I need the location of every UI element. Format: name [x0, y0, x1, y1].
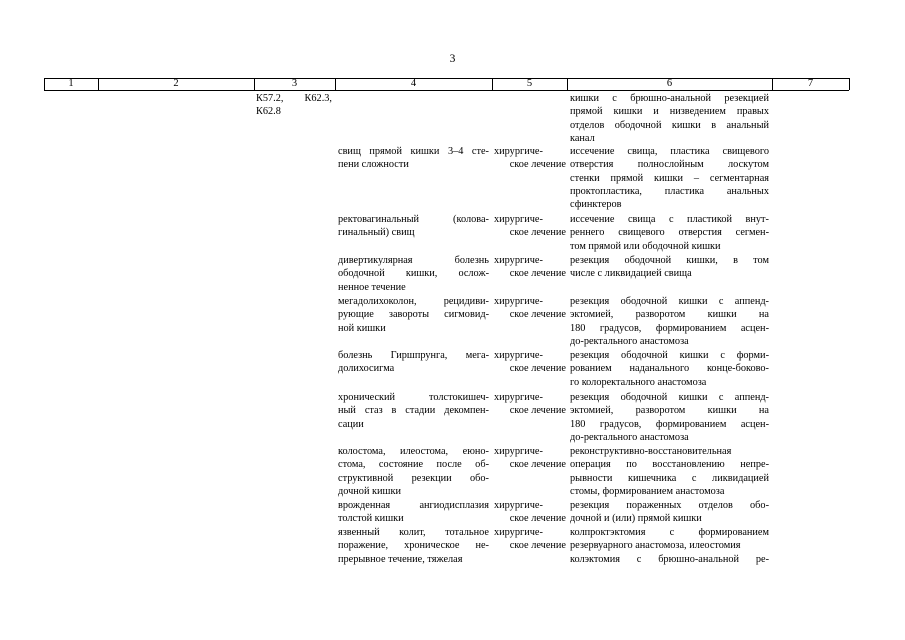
condition-cell: свищ прямой кишки 3–4 сте- пени сложности — [338, 146, 489, 171]
treatment-cell: хирургиче- ское лечение — [494, 350, 566, 375]
method-cell: колпроктэктомия с формированием резервуарного анастомоза, илеостомия колэктомия с брюшно-анальной ре- — [570, 527, 769, 565]
condition-cell: врожденная ангиодисплазия толстой кишки — [338, 500, 489, 525]
condition-cell: колостома, илеостома, еюно- стома, состояние после об- структивной резекции обо- дочной кишки — [338, 446, 489, 497]
method-cell: реконструктивно-восстановительная операция по восстановлению непре- рывности кишечника с ликвидацией стомы, формированием анастомоза — [570, 446, 769, 497]
column-header-7: 7 — [807, 78, 814, 89]
method-cell: резекция ободочной кишки с аппенд- эктомией, разворотом кишки на 180 градусов, формированием асцен- до-ректального анастомоза — [570, 392, 769, 443]
treatment-cell: хирургиче- ское лечение — [494, 527, 566, 552]
treatment-cell: хирургиче- ское лечение — [494, 500, 566, 525]
column-header-3: 3 — [291, 78, 298, 89]
treatment-cell: хирургиче- ское лечение — [494, 392, 566, 417]
condition-cell: язвенный колит, тотальное поражение, хроническое не- прерывное течение, тяжелая — [338, 527, 489, 565]
method-cell: кишки с брюшно-анальной резекцией прямой кишки и низведением правых отделов ободочной кишки в анальный канал — [570, 93, 769, 144]
treatment-cell: хирургиче- ское лечение — [494, 296, 566, 321]
condition-cell: болезнь Гиршпрунга, мега- долихосигма — [338, 350, 489, 375]
page-number: 3 — [449, 53, 456, 65]
treatment-cell: хирургиче- ское лечение — [494, 214, 566, 239]
column-header-2: 2 — [173, 78, 179, 89]
method-cell: резекция ободочной кишки с форми- рованием наданального конце-боково- го колоректального анастомоза — [570, 350, 769, 388]
condition-cell: ректовагинальный (колова- гинальный) свищ — [338, 214, 489, 239]
condition-cell: хронический толстокишеч- ный стаз в стадии декомпен- сации — [338, 392, 489, 430]
column-divider — [849, 78, 850, 90]
method-cell: иссечение свища, пластика свищевого отверстия полнослойным лоскутом стенки прямой кишки – сегментарная проктопластика, пластика анальных сфинктеров — [570, 146, 769, 211]
method-cell: резекция ободочной кишки, в том числе с ликвидацией свища — [570, 255, 769, 280]
column-header-4: 4 — [410, 78, 417, 89]
condition-cell: мегадолихоколон, рецидиви- рующие завороты сигмовид- ной кишки — [338, 296, 489, 334]
method-cell: резекция ободочной кишки с аппенд- эктомией, разворотом кишки на 180 градусов, формированием асцен- до-ректального анастомоза — [570, 296, 769, 347]
code: К62.8 — [256, 106, 281, 118]
code: К62.3, — [304, 93, 332, 104]
method-cell: иссечение свища с пластикой внут- реннего свищевого отверстия сегмен- том прямой или ободочной кишки — [570, 214, 769, 252]
treatment-cell: хирургиче- ское лечение — [494, 446, 566, 471]
column-header-6: 6 — [666, 78, 673, 89]
table-header-bottom-border — [44, 90, 849, 91]
treatment-cell: хирургиче- ское лечение — [494, 146, 566, 171]
code: К57.2, — [256, 93, 284, 104]
method-cell: резекция пораженных отделов обо- дочной и (или) прямой кишки — [570, 500, 769, 525]
column-header-5: 5 — [526, 78, 533, 89]
treatment-cell: хирургиче- ское лечение — [494, 255, 566, 280]
condition-cell: дивертикулярная болезнь ободочной кишки, ослож- ненное течение — [338, 255, 489, 293]
column-header-1: 1 — [68, 78, 74, 89]
diagnosis-codes — [256, 92, 332, 119]
